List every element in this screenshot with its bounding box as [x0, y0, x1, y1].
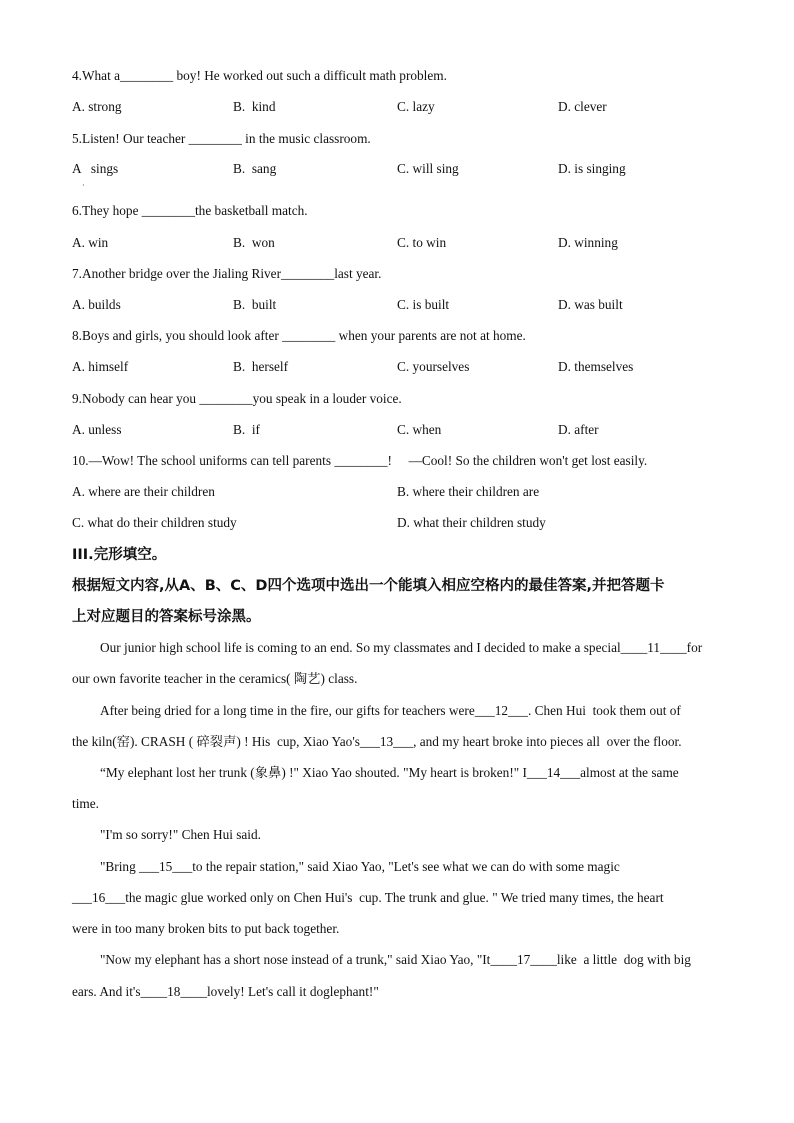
section-instruction-line2: 上对应题目的答案标号涂黑。 [72, 609, 261, 625]
q7-option-d[interactable]: D. was built [558, 297, 623, 312]
q6-option-d[interactable]: D. winning [558, 235, 618, 250]
passage-line-7: "I'm so sorry!" Chen Hui said. [100, 827, 261, 842]
q10-option-c[interactable]: C. what do their children study [72, 515, 237, 530]
q9-option-c[interactable]: C. when [397, 422, 442, 437]
q8-option-c[interactable]: C. yourselves [397, 359, 470, 374]
question-7-stem: 7.Another bridge over the Jialing River________last year. [72, 266, 382, 281]
section-title: III.完形填空。 [72, 547, 167, 563]
passage-line-12: ears. And it's____18____lovely! Let's call it doglephant!" [72, 984, 379, 999]
q4-option-c[interactable]: C. lazy [397, 99, 435, 114]
passage-line-3: After being dried for a long time in the fire, our gifts for teachers were___12___. Chen Hui took them out of [100, 703, 681, 718]
question-5-stem: 5.Listen! Our teacher ________ in the music classroom. [72, 131, 371, 146]
q5-option-d[interactable]: D. is singing [558, 161, 626, 176]
q7-option-a[interactable]: A. builds [72, 297, 121, 312]
q10-option-b[interactable]: B. where their children are [397, 484, 540, 499]
passage-line-5: “My elephant lost her trunk (象鼻) !" Xiao Yao shouted. "My heart is broken!" I___14___almost at the same [100, 765, 679, 780]
q10-option-d[interactable]: D. what their children study [397, 515, 546, 530]
passage-line-1: Our junior high school life is coming to an end. So my classmates and I decided to make a special____11____for [100, 640, 703, 655]
question-6-stem: 6.They hope ________the basketball match. [72, 203, 308, 218]
q6-option-a[interactable]: A. win [72, 235, 109, 250]
q9-option-b[interactable]: B. if [233, 422, 260, 437]
q4-option-a[interactable]: A. strong [72, 99, 122, 114]
passage-line-4: the kiln(窑). CRASH ( 碎裂声) ! His cup, Xiao Yao's___13___, and my heart broke into pieces all over the floor. [72, 734, 682, 749]
q6-option-b[interactable]: B. won [233, 235, 275, 250]
section-instruction-line1: 根据短文内容,从A、B、C、D四个选项中选出一个能填入相应空格内的最佳答案,并把答题卡 [72, 578, 665, 594]
passage-line-9: ___16___the magic glue worked only on Chen Hui's cup. The trunk and glue. " We tried many times, the heart [72, 890, 664, 905]
question-9-stem: 9.Nobody can hear you ________you speak in a louder voice. [72, 391, 402, 406]
passage-line-8: "Bring ___15___to the repair station," said Xiao Yao, "Let's see what we can do with some magic [100, 859, 620, 874]
passage-line-11: "Now my elephant has a short nose instead of a trunk," said Xiao Yao, "It____17____like a little dog with big [100, 952, 691, 967]
q8-option-d[interactable]: D. themselves [558, 359, 634, 374]
q5-option-c[interactable]: C. will sing [397, 161, 459, 176]
q5-option-a[interactable]: A sings [72, 161, 119, 176]
q9-option-a[interactable]: A. unless [72, 422, 122, 437]
q7-option-b[interactable]: B. built [233, 297, 277, 312]
question-10-stem: 10.—Wow! The school uniforms can tell parents ________! —Cool! So the children won't get lost easily. [72, 453, 648, 468]
q4-option-d[interactable]: D. clever [558, 99, 607, 114]
question-4-stem: 4.What a________ boy! He worked out such a difficult math problem. [72, 68, 447, 83]
q10-option-a[interactable]: A. where are their children [72, 484, 215, 499]
question-8-stem: 8.Boys and girls, you should look after ________ when your parents are not at home. [72, 328, 526, 343]
q9-option-d[interactable]: D. after [558, 422, 599, 437]
q5-option-b[interactable]: B. sang [233, 161, 277, 176]
q8-option-b[interactable]: B. herself [233, 359, 289, 374]
passage-line-10: were in too many broken bits to put back together. [72, 921, 340, 936]
stray-dot: · [82, 181, 85, 190]
passage-line-6: time. [72, 796, 99, 811]
q6-option-c[interactable]: C. to win [397, 235, 447, 250]
passage-line-2: our own favorite teacher in the ceramics( 陶艺) class. [72, 671, 358, 686]
q4-option-b[interactable]: B. kind [233, 99, 276, 114]
q7-option-c[interactable]: C. is built [397, 297, 450, 312]
q8-option-a[interactable]: A. himself [72, 359, 129, 374]
